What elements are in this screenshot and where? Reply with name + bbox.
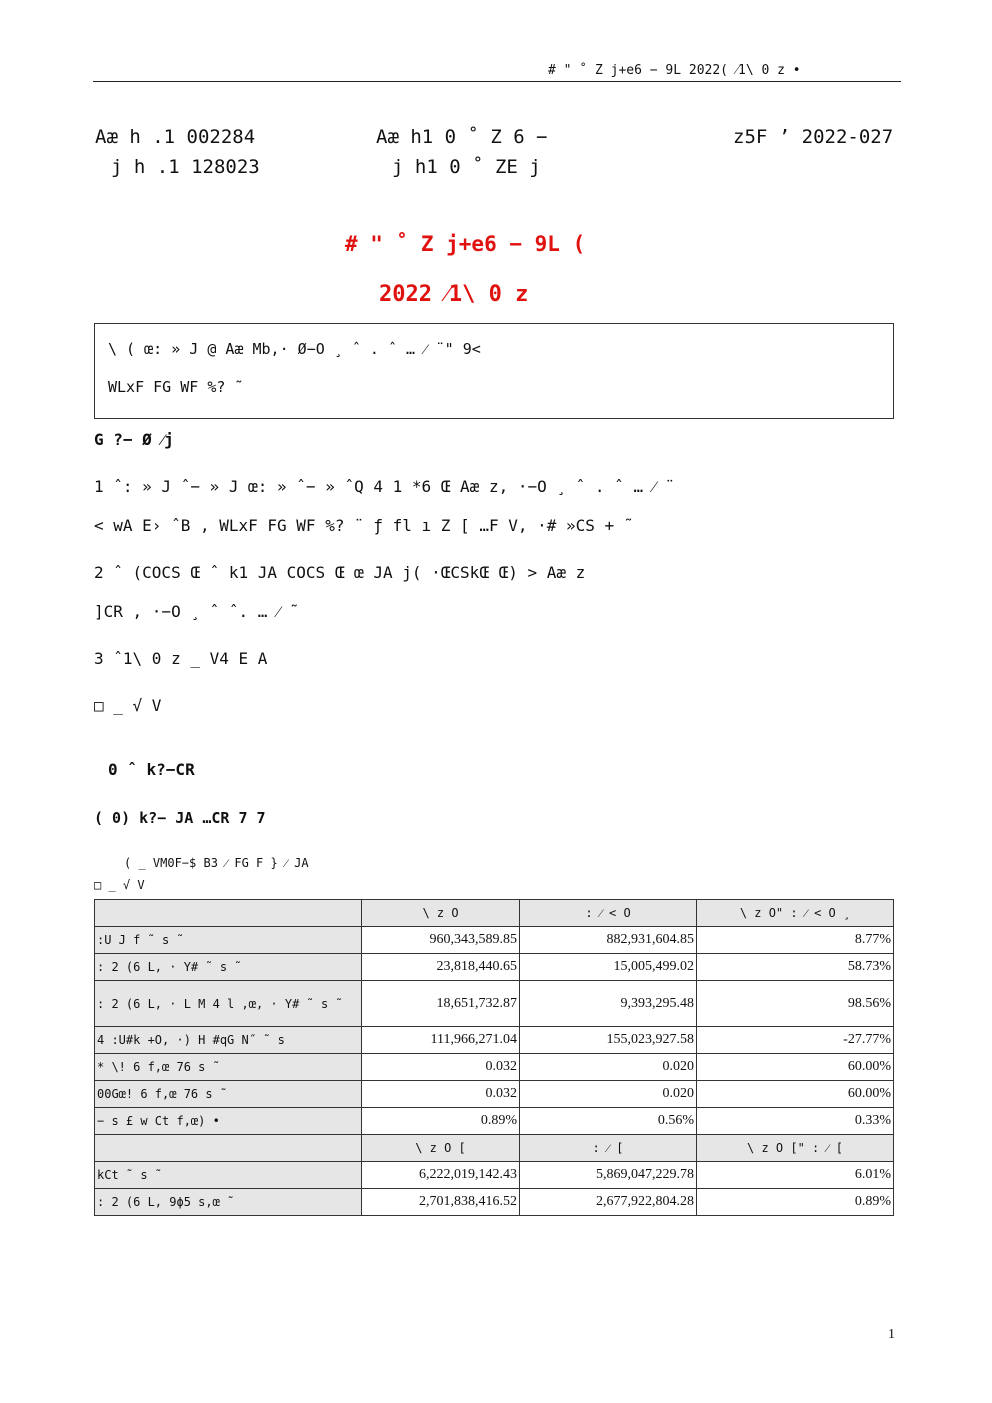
financial-data-heading: 0 ˆ k?−CR: [108, 760, 195, 779]
previous-value: 2,677,922,804.28: [520, 1189, 697, 1216]
row-label: − s £ w Ct f,œ) •: [95, 1108, 362, 1135]
current-value: 6,222,019,142.43: [362, 1162, 520, 1189]
document-title-line1: # " ˚ Z j+e6 − 9L (: [345, 232, 586, 256]
row-label: 4 :U#k +O, ·) H #qG N˝ ˜ s: [95, 1027, 362, 1054]
previous-value: 0.020: [520, 1054, 697, 1081]
notice-statement-box: [94, 323, 894, 419]
change-value: 98.56%: [697, 981, 894, 1027]
previous-value: 15,005,499.02: [520, 954, 697, 981]
previous-value: 0.56%: [520, 1108, 697, 1135]
table-row: [95, 954, 894, 981]
previous-value: 0.020: [520, 1081, 697, 1108]
current-value: 23,818,440.65: [362, 954, 520, 981]
table-row: [95, 1189, 894, 1216]
important-item-3: 3 ˆ1\ 0 z _ V4 E A: [94, 649, 268, 668]
important-item-1-line1: 1 ˆ: » J ˆ− » J œ: » ˆ− » ˆQ 4 1 *6 Œ Aæ z, ·−O ¸ ˆ . ˆ … ⁄ ¨: [94, 477, 675, 496]
important-item-2-line2: ]CR , ·−O ¸ ˆ ˆ. … ⁄ ˜: [94, 602, 299, 621]
row-label: * \! 6 f,œ 76 s ˜: [95, 1054, 362, 1081]
current-value: 18,651,732.87: [362, 981, 520, 1027]
stock-b-name: j h1 0 ˚ ZE j: [392, 156, 541, 178]
stock-b-code: j h .1 128023: [111, 156, 260, 178]
table-header-cell: \ z O [: [362, 1135, 520, 1162]
table-row: [95, 927, 894, 954]
table-row: [95, 1162, 894, 1189]
table-row: [95, 981, 894, 1027]
change-value: 60.00%: [697, 1054, 894, 1081]
important-item-1-line2: < wA E› ˆB , WLxF FG WF %? ¨ ƒ fl ı Z [ …F V, ·# »CS + ˜: [94, 516, 634, 535]
table-header-cell: \ z O [" : ⁄ [: [697, 1135, 894, 1162]
table-header-row: [95, 900, 894, 927]
financial-data-note-option: □ _ √ V: [94, 878, 145, 892]
financial-data-note: ( _ VM0F−$ B3 ⁄ FG F } ⁄ JA: [124, 856, 309, 870]
current-value: 960,343,589.85: [362, 927, 520, 954]
change-value: 0.33%: [697, 1108, 894, 1135]
header-divider: [93, 81, 901, 82]
current-value: 2,701,838,416.52: [362, 1189, 520, 1216]
important-item-2-line1: 2 ˆ (COCS Œ ˆ k1 JA COCS Œ œ JA j( ·ŒCSkŒ Œ) > Aæ z: [94, 563, 586, 582]
change-value: 6.01%: [697, 1162, 894, 1189]
current-value: 0.032: [362, 1054, 520, 1081]
row-label: 00Gœ! 6 f,œ 76 s ˜: [95, 1081, 362, 1108]
previous-value: 155,023,927.58: [520, 1027, 697, 1054]
notice-statement-line1: \ ( œ: » J @ Aæ Mb,· Ø−O ¸ ˆ . ˆ … ⁄ ¨" 9<: [108, 340, 481, 358]
financial-data-subheading: ( 0) k?− JA …CR 7 7: [94, 809, 266, 827]
row-label: : 2 (6 L, · Y# ˜ s ˜: [95, 954, 362, 981]
row-label: : 2 (6 L, 9ϕ5 s,œ ˜: [95, 1189, 362, 1216]
row-label: :U J f ˜ s ˜: [95, 927, 362, 954]
table-header-cell: \ z O: [362, 900, 520, 927]
table-header-cell: : ⁄ [: [520, 1135, 697, 1162]
important-item-3-option: □ _ √ V: [94, 696, 162, 715]
current-value: 0.032: [362, 1081, 520, 1108]
table-header-cell: [95, 900, 362, 927]
important-notes-heading: G ?− Ø ⁄j: [94, 430, 174, 449]
current-value: 0.89%: [362, 1108, 520, 1135]
previous-value: 5,869,047,229.78: [520, 1162, 697, 1189]
stock-a-code: Aæ h .1 002284: [95, 126, 256, 148]
previous-value: 882,931,604.85: [520, 927, 697, 954]
row-label: kCt ˜ s ˜: [95, 1162, 362, 1189]
running-header: # " ˚ Z j+e6 − 9L 2022( ⁄1\ 0 z •: [548, 63, 801, 78]
table-header-cell: \ z O" : ⁄ < O ¸: [697, 900, 894, 927]
change-value: 0.89%: [697, 1189, 894, 1216]
change-value: 60.00%: [697, 1081, 894, 1108]
previous-value: 9,393,295.48: [520, 981, 697, 1027]
row-label: : 2 (6 L, · L M 4 l ,œ, · Y# ˜ s ˜: [95, 981, 362, 1027]
table-row: [95, 1054, 894, 1081]
change-value: 58.73%: [697, 954, 894, 981]
table-header-row: [95, 1135, 894, 1162]
table-header-cell: : ⁄ < O: [520, 900, 697, 927]
table-row: [95, 1027, 894, 1054]
change-value: -27.77%: [697, 1027, 894, 1054]
page-number: 1: [888, 1327, 895, 1342]
table-row: [95, 1081, 894, 1108]
table-header-cell: [95, 1135, 362, 1162]
notice-statement-line2: WLxF FG WF %? ˜: [108, 378, 244, 396]
notice-number: z5F ’ 2022-027: [733, 126, 894, 148]
change-value: 8.77%: [697, 927, 894, 954]
document-title-line2: 2022 ⁄1\ 0 z: [379, 282, 529, 307]
table-row: [95, 1108, 894, 1135]
current-value: 111,966,271.04: [362, 1027, 520, 1054]
financial-data-table: [94, 899, 894, 1216]
stock-a-name: Aæ h1 0 ˚ Z 6 −: [376, 126, 548, 148]
